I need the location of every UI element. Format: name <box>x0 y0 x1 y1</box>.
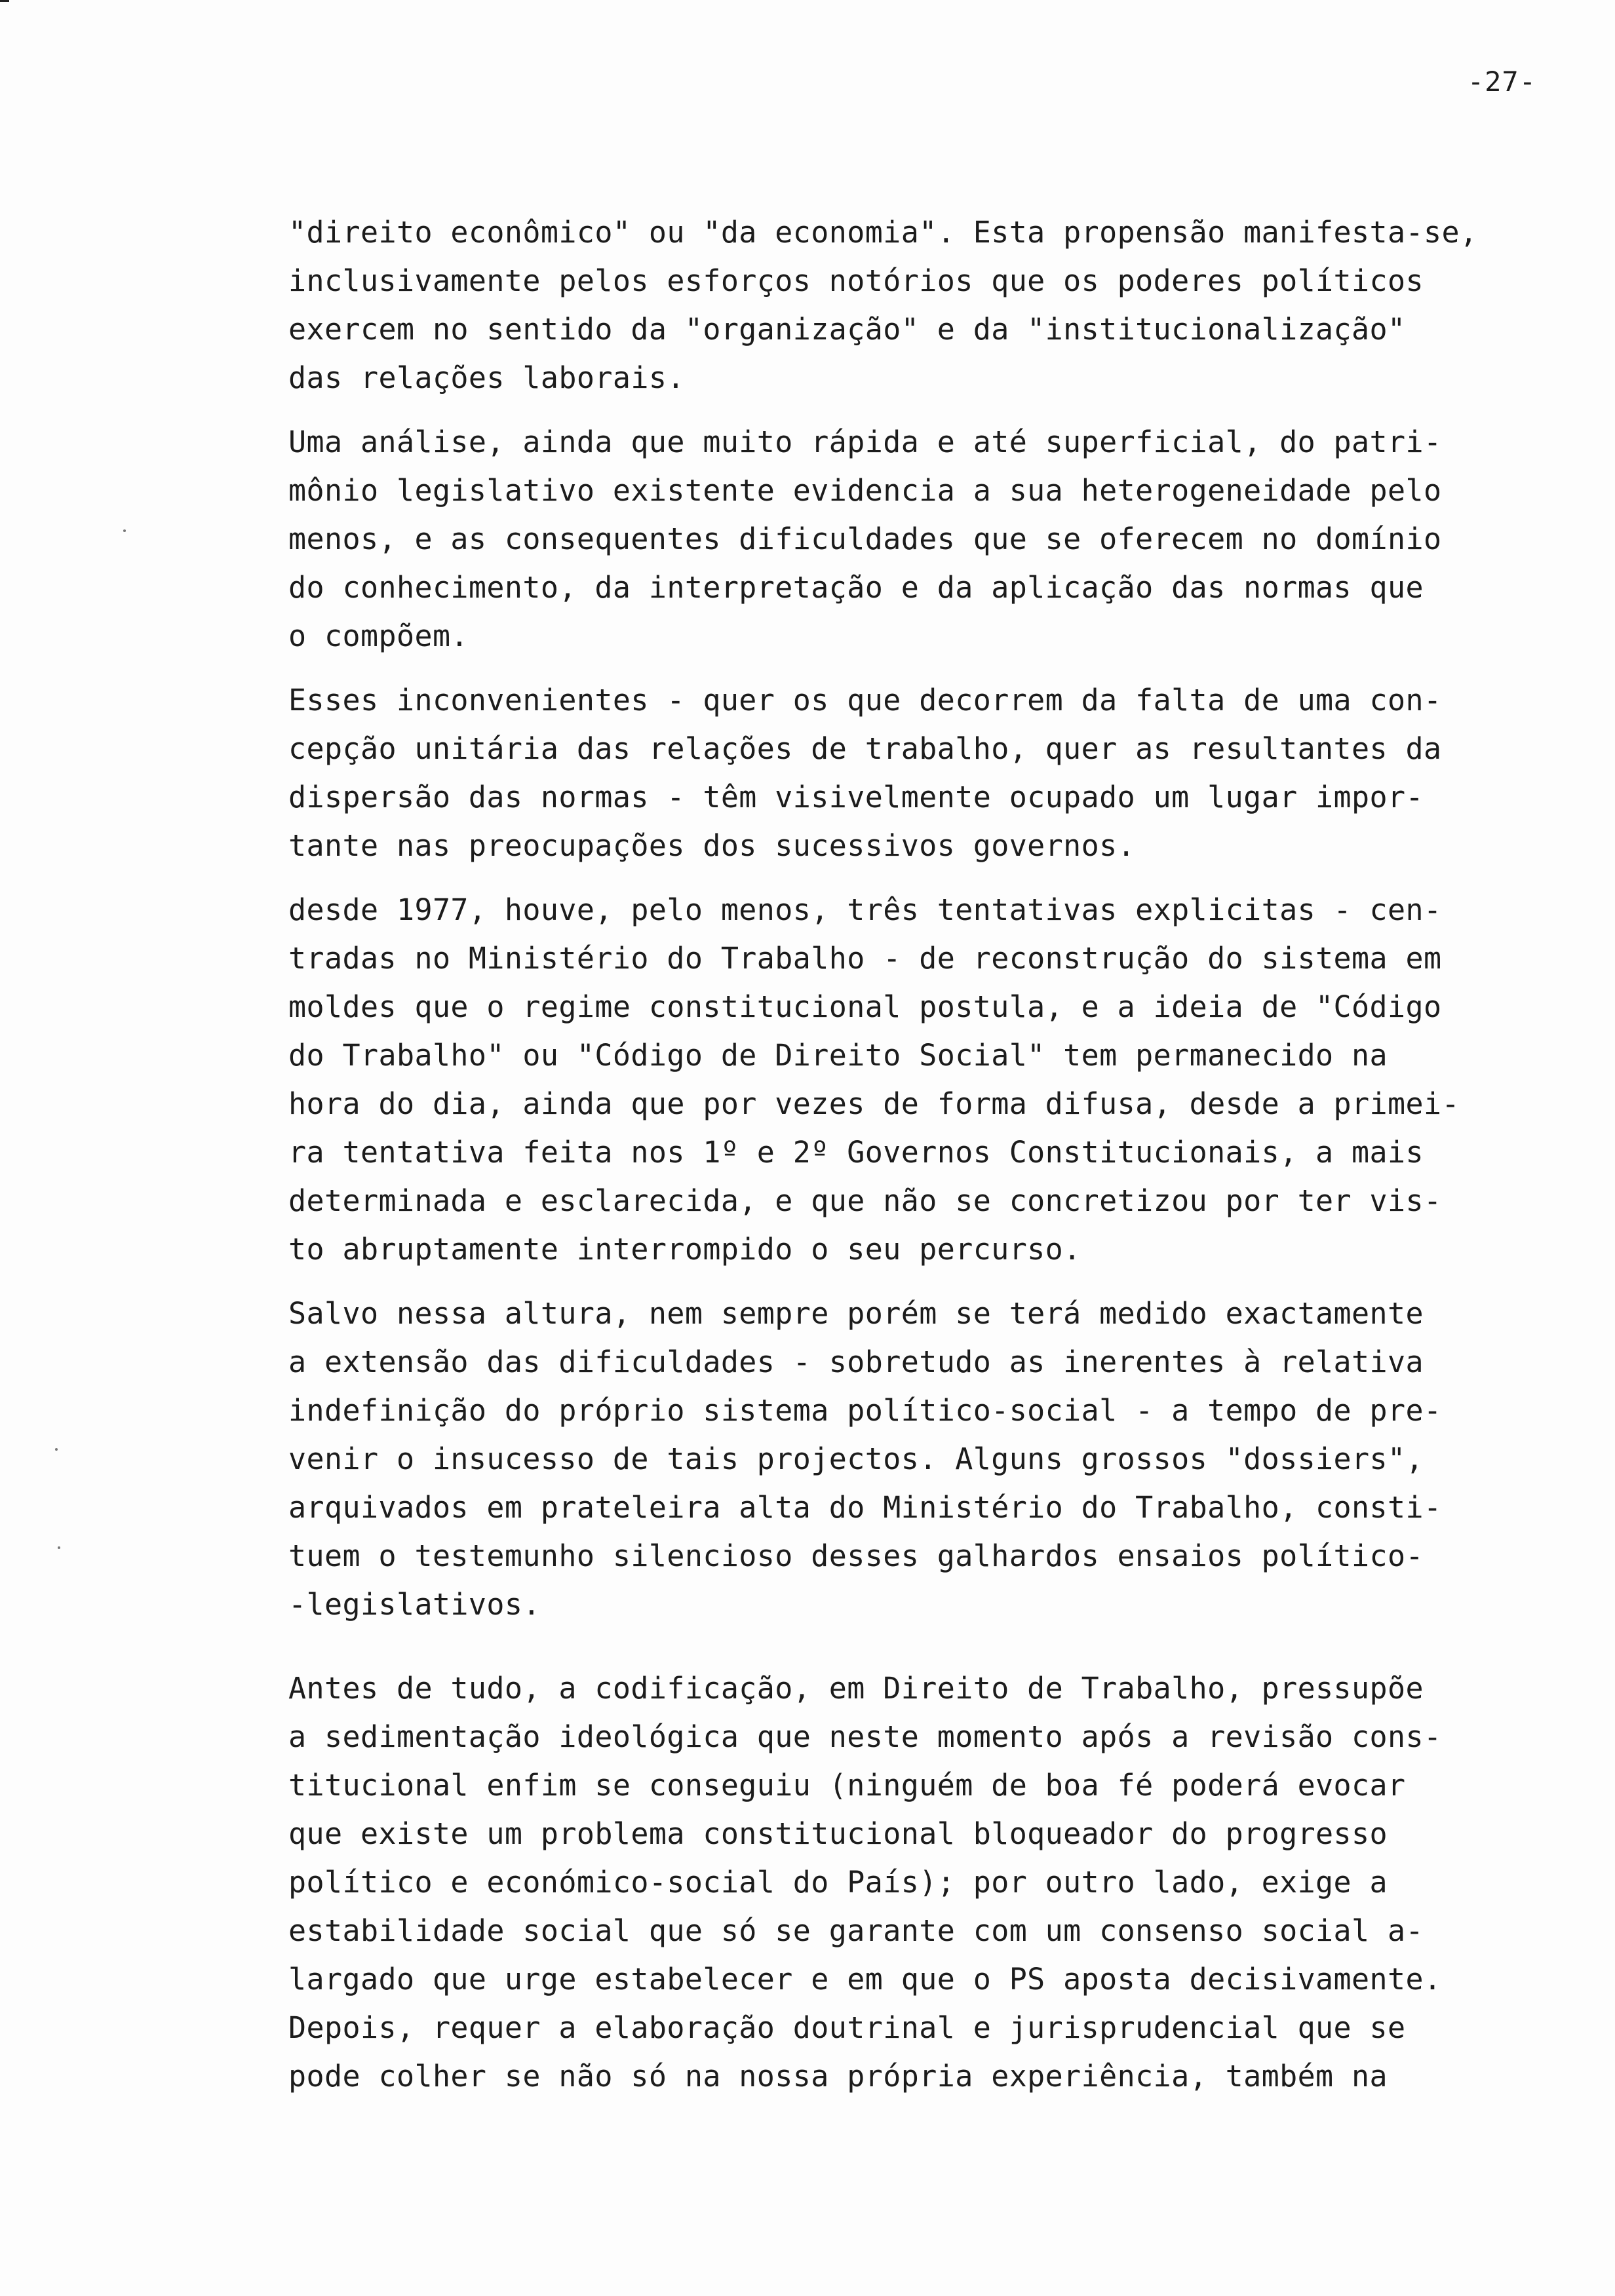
text-line: indefinição do próprio sistema político-social - a tempo de pre- <box>288 1393 1442 1428</box>
paragraph-1 <box>288 208 1547 402</box>
paragraph-5 <box>288 1290 1547 1629</box>
text-line: largado que urge estabelecer e em que o PS aposta decisivamente. <box>288 1962 1442 1997</box>
text-line: político e económico-social do País); por outro lado, exige a <box>288 1865 1388 1900</box>
text-line: "direito econômico" ou "da economia". Esta propensão manifesta-se, <box>288 215 1478 250</box>
text-line: a extensão das dificuldades - sobretudo as inerentes à relativa <box>288 1345 1424 1379</box>
text-line: tuem o testemunho silencioso desses galhardos ensaios político- <box>288 1539 1424 1573</box>
text-line: menos, e as consequentes dificuldades que se oferecem no domínio <box>288 522 1442 556</box>
text-line: o compõem. <box>288 619 469 653</box>
text-line: -legislativos. <box>288 1587 541 1622</box>
scan-speck <box>123 529 126 532</box>
text-line: determinada e esclarecida, e que não se concretizou por ter vis- <box>288 1183 1442 1218</box>
text-line: to abruptamente interrompido o seu percurso. <box>288 1232 1081 1267</box>
text-line: Salvo nessa altura, nem sempre porém se terá medido exactamente <box>288 1296 1424 1331</box>
text-line: moldes que o regime constitucional postula, e a ideia de "Código <box>288 989 1442 1024</box>
text-line: exercem no sentido da "organização" e da "institucionalização" <box>288 312 1406 347</box>
text-line: pode colher se não só na nossa própria experiência, também na <box>288 2059 1388 2094</box>
document-body <box>288 208 1547 2116</box>
paragraph-3 <box>288 676 1547 870</box>
text-line: do Trabalho" ou "Código de Direito Social" tem permanecido na <box>288 1038 1388 1073</box>
text-line: Esses inconvenientes - quer os que decorrem da falta de uma con- <box>288 683 1442 718</box>
paragraph-2 <box>288 418 1547 660</box>
text-line: cepção unitária das relações de trabalho, quer as resultantes da <box>288 731 1442 766</box>
scan-speck <box>55 1448 58 1451</box>
text-line: hora do dia, ainda que por vezes de forma difusa, desde a primei- <box>288 1086 1460 1121</box>
text-line: Uma análise, ainda que muito rápida e até superficial, do patri- <box>288 425 1442 459</box>
text-line: Antes de tudo, a codificação, em Direito de Trabalho, pressupõe <box>288 1671 1424 1706</box>
text-line: a sedimentação ideológica que neste momento após a revisão cons- <box>288 1719 1442 1754</box>
page-number: -27- <box>1467 66 1536 98</box>
text-line: inclusivamente pelos esforços notórios que os poderes políticos <box>288 263 1424 298</box>
text-line: estabilidade social que só se garante com um consenso social a- <box>288 1913 1424 1948</box>
text-line: mônio legislativo existente evidencia a sua heterogeneidade pelo <box>288 473 1442 508</box>
text-line: do conhecimento, da interpretação e da aplicação das normas que <box>288 570 1424 605</box>
text-line: das relações laborais. <box>288 360 685 395</box>
text-line: ra tentativa feita nos 1º e 2º Governos Constitucionais, a mais <box>288 1135 1424 1170</box>
paragraph-4 <box>288 886 1547 1274</box>
text-line: que existe um problema constitucional bloqueador do progresso <box>288 1816 1388 1851</box>
text-line: venir o insucesso de tais projectos. Alguns grossos "dossiers", <box>288 1442 1424 1476</box>
text-line: tradas no Ministério do Trabalho - de reconstrução do sistema em <box>288 941 1442 976</box>
text-line: desde 1977, houve, pelo menos, três tentativas explicitas - cen- <box>288 892 1442 927</box>
text-line: Depois, requer a elaboração doutrinal e jurisprudencial que se <box>288 2010 1406 2045</box>
text-line: dispersão das normas - têm visivelmente ocupado um lugar impor- <box>288 780 1424 814</box>
scan-corner-mark <box>0 0 9 2</box>
paragraph-6 <box>288 1664 1547 2101</box>
text-line: titucional enfim se conseguiu (ninguém de boa fé poderá evocar <box>288 1768 1406 1803</box>
text-line: arquivados em prateleira alta do Ministério do Trabalho, consti- <box>288 1490 1442 1525</box>
scan-speck <box>58 1546 60 1549</box>
text-line: tante nas preocupações dos sucessivos governos. <box>288 828 1136 863</box>
